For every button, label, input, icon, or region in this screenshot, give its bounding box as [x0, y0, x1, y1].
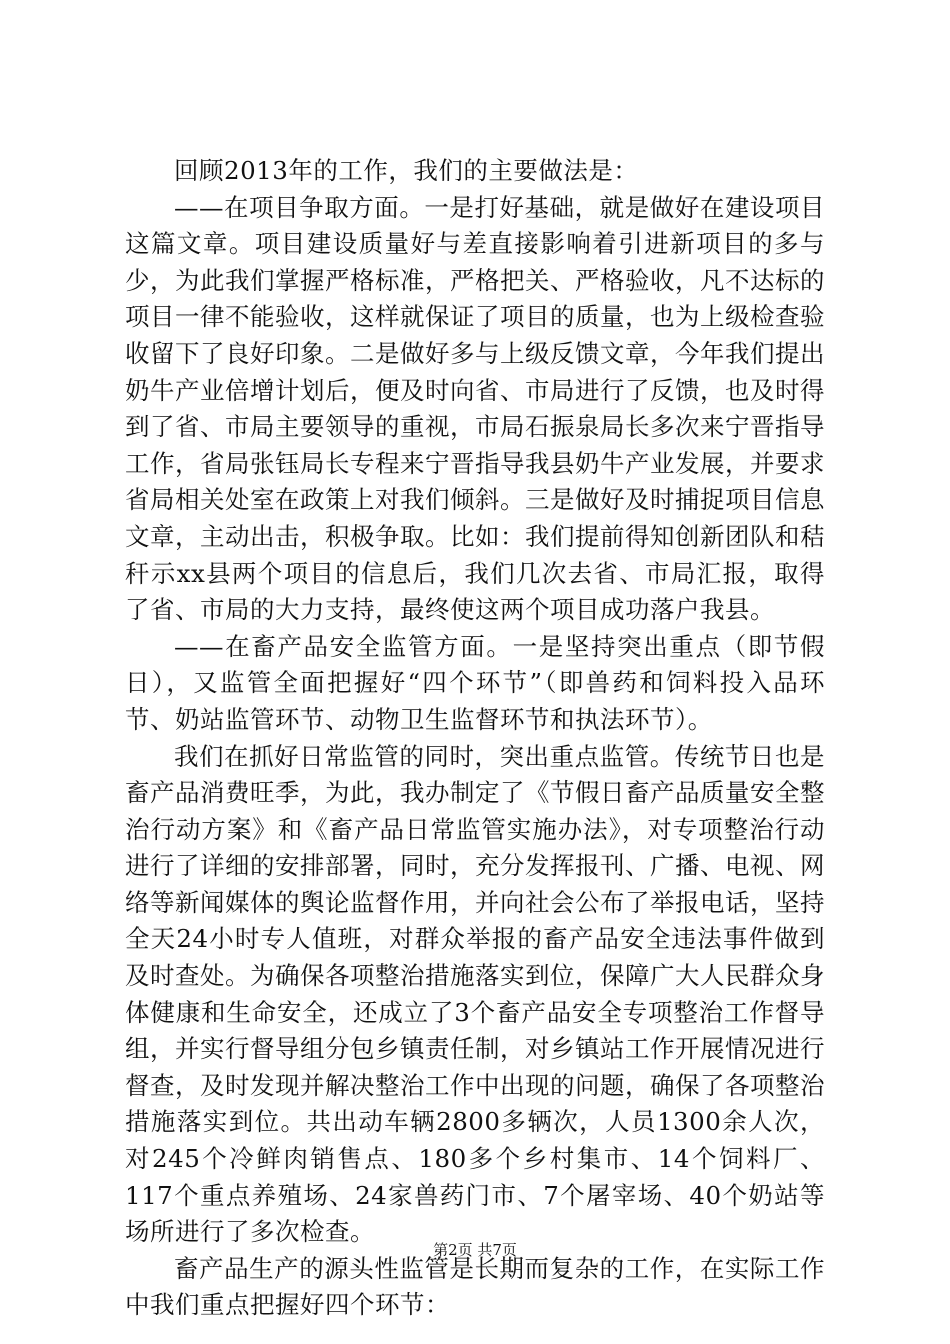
paragraph-project-acquisition: ——在项目争取方面。一是打好基础，就是做好在建设项目这篇文章。项目建设质量好与差直接影响着引进新项目的多与少，为此我们掌握严格标准，严格把关、严格验收，凡不达标的项目一律不能验收，这样就保证了项目的质量，也为上级检查验收留下了良好印象。二是做好多与上级反馈文章，今年我们提出奶牛产业倍增计划后，便及时向省、市局进行了反馈，也及时得到了省、市局主要领导的重视，市局石振泉局长多次来宁晋指导工作，省局张钰局长专程来宁晋指导我县奶牛产业发展，并要求省局相关处室在政策上对我们倾斜。三是做好及时捕捉项目信息文章，主动出击，积极争取。比如：我们提前得知创新团队和秸秆示xx县两个项目的信息后，我们几次去省、市局汇报，取得了省、市局的大力支持，最终使这两个项目成功落户我县。 [125, 192, 825, 625]
paragraph-source-supervision: 畜产品生产的源头性监管是长期而复杂的工作，在实际工作中我们重点把握好四个环节： [125, 1253, 825, 1320]
paragraph-intro: 回顾2013年的工作，我们的主要做法是： [174, 156, 639, 185]
document-body [125, 153, 825, 1324]
paragraph-daily-supervision: 我们在抓好日常监管的同时，突出重点监管。传统节日也是畜产品消费旺季，为此，我办制定了《节假日畜产品质量安全整治行动方案》和《畜产品日常监管实施办法》，对专项整治行动进行了详细的安排部署，同时，充分发挥报刊、广播、电视、网络等新闻媒体的舆论监督作用，并向社会公布了举报电话，坚持全天24小时专人值班，对群众举报的畜产品安全违法事件做到及时查处。为确保各项整治措施落实到位，保障广大人民群众身体健康和生命安全，还成立了3个畜产品安全专项整治工作督导组，并实行督导组分包乡镇责任制，对乡镇站工作开展情况进行督查，及时发现并解决整治工作中出现的问题，确保了各项整治措施落实到位。共出动车辆2800多辆次，人员1300余人次，对245个冷鲜肉销售点、180多个乡村集市、14个饲料厂、117个重点养殖场、24家兽药门市、7个屠宰场、40个奶站等场所进行了多次检查。 [125, 741, 825, 1247]
paragraph-safety-supervision: ——在畜产品安全监管方面。一是坚持突出重点（即节假日），又监管全面把握好“四个环节”（即兽药和饲料投入品环节、奶站监管环节、动物卫生监督环节和执法环节）。 [125, 631, 825, 734]
page-number-footer: 第2页 共7页 [433, 1241, 517, 1259]
